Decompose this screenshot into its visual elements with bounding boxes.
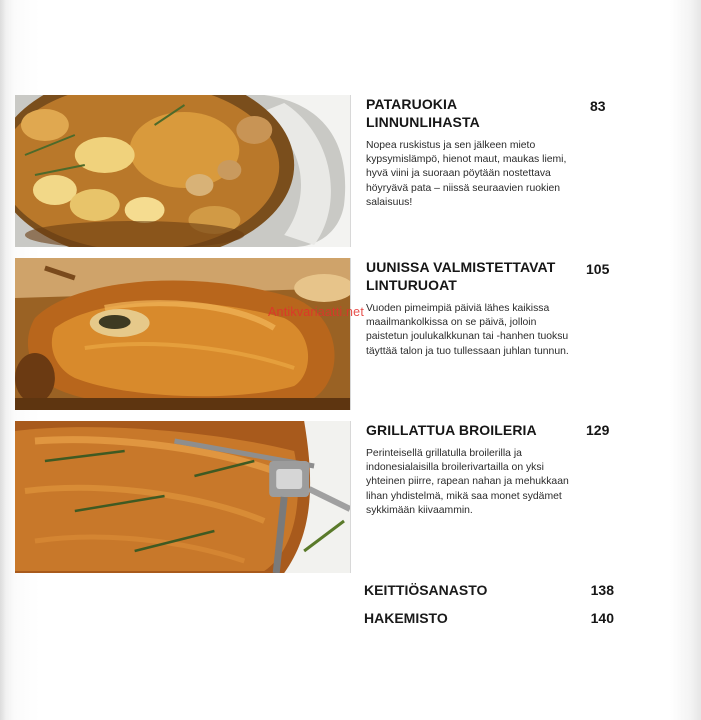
section-page-number: 83 (590, 98, 606, 114)
section-description: Vuoden pimeimpiä päiviä lähes kaikissa maailmankolkissa on se päivä, jolloin paistetun joulukalkkunan tai -hanhen tuoksu täyttää talon ja tuo tullessaan juhlan tunnun. (366, 303, 569, 357)
section-title-line2: LINTURUOAT (366, 277, 457, 293)
section-description: Perinteisellä grillatulla broilerilla ja indonesialaisilla broilerivartailla on yksi yhteinen piirre, rapean nahan ja mehukkaan lihan yhdistelmä, mikä saa monet sydämet sykkimään kiivaammin. (366, 448, 569, 516)
toc-section-uunissa (366, 258, 618, 359)
section-description: Nopea ruskistus ja sen jälkeen mieto kypsymislämpö, hienot maut, maukas liemi, hyvä viini ja suoraan pöytään nostettava höyryävä pata – niissä seuraavien ruokien salaisuus! (366, 140, 567, 208)
section-page-number: 105 (586, 261, 610, 277)
photo-roast-goose (15, 258, 351, 410)
index-title: KEITTIÖSANASTO (364, 582, 488, 598)
goose-illustration (15, 258, 350, 410)
section-title-line2: LINNUNLIHASTA (366, 114, 480, 130)
section-title-line1: GRILLATTUA BROILERIA (366, 422, 537, 438)
photo-grilled-broiler (15, 421, 351, 573)
index-page-number: 140 (590, 610, 614, 626)
section-title-line1: PATARUOKIA (366, 96, 458, 112)
watermark-text: Antikvariaatti.net (268, 305, 365, 319)
photo-poultry-stew (15, 95, 351, 247)
index-title: HAKEMISTO (364, 610, 448, 626)
stew-illustration (15, 95, 350, 247)
index-page-number: 138 (590, 582, 614, 598)
section-page-number: 129 (586, 422, 610, 438)
section-title (366, 421, 618, 439)
section-title-line1: UUNISSA VALMISTETTAVAT (366, 259, 556, 275)
toc-row-hakemisto (364, 609, 618, 627)
section-title (366, 258, 618, 294)
toc-section-pataruokia (366, 95, 618, 210)
toc-section-grillattua (366, 421, 618, 518)
section-title (366, 95, 618, 131)
broiler-illustration (15, 421, 350, 573)
toc-row-keittiosanasto (364, 581, 618, 599)
